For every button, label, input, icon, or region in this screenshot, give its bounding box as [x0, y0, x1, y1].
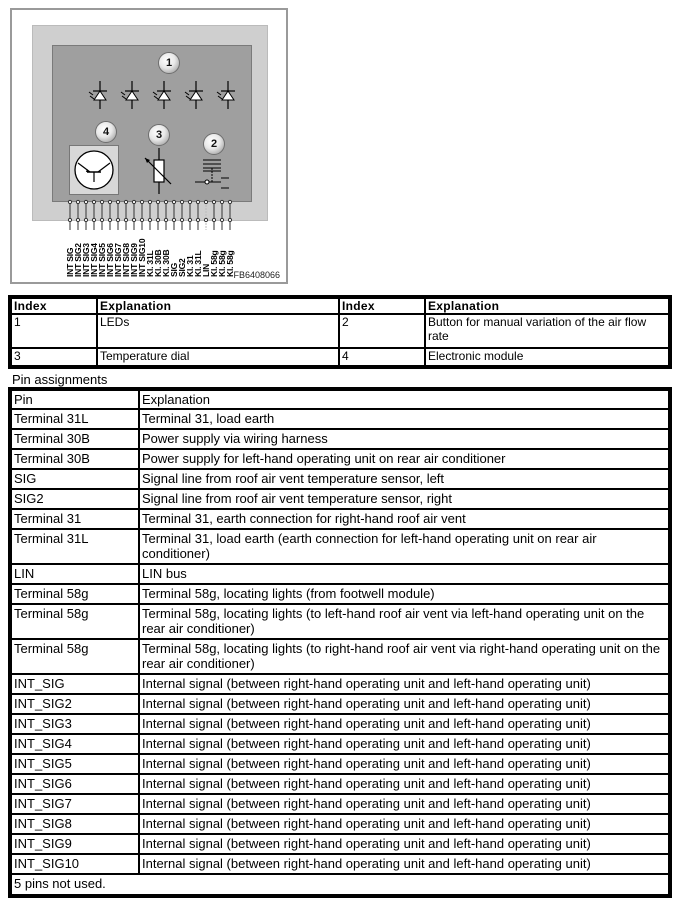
legend-row: [11, 314, 669, 348]
pin-explanation: Power supply via wiring harness: [139, 429, 669, 449]
table-row: [11, 469, 669, 489]
pin-name: Terminal 31: [11, 509, 139, 529]
table-row: [11, 714, 669, 734]
pin-explanation: Terminal 58g, locating lights (to left-hand roof air vent via left-hand operating unit on the rear air conditioner): [139, 604, 669, 639]
pin-label: Kl. 58g: [225, 250, 235, 277]
pin-label: INT SIG6: [105, 243, 115, 277]
pin-label: Kl. 30B: [161, 249, 171, 277]
pin-explanation: Terminal 31, earth connection for right-hand roof air vent: [139, 509, 669, 529]
table-row: [11, 584, 669, 604]
connector-pins: [12, 10, 290, 240]
pin-label: Kl. 31: [185, 255, 195, 277]
pin-name: Terminal 58g: [11, 584, 139, 604]
pin-explanation: Internal signal (between right-hand operating unit and left-hand operating unit): [139, 774, 669, 794]
pin-name: Terminal 31L: [11, 409, 139, 429]
pin-name: LIN: [11, 564, 139, 584]
pin-name: INT_SIG8: [11, 814, 139, 834]
legend-index: 1: [11, 314, 97, 348]
legend-explanation: Electronic module: [425, 348, 669, 366]
pin-explanation: Internal signal (between right-hand operating unit and left-hand operating unit): [139, 814, 669, 834]
pin-name: INT_SIG5: [11, 754, 139, 774]
pin-name: Terminal 58g: [11, 604, 139, 639]
legend-explanation: LEDs: [97, 314, 339, 348]
pin-label: Kl. 58g: [217, 250, 227, 277]
pin-label: INT SIG5: [97, 243, 107, 277]
pin-name: INT_SIG2: [11, 694, 139, 714]
pin-explanation: Power supply for left-hand operating unit on rear air conditioner: [139, 449, 669, 469]
pins-header-row: [11, 390, 669, 409]
pin-name: SIG2: [11, 489, 139, 509]
pin-explanation: Internal signal (between right-hand operating unit and left-hand operating unit): [139, 854, 669, 874]
callout-2-icon: 2: [203, 133, 225, 155]
pin-explanation: Internal signal (between right-hand operating unit and left-hand operating unit): [139, 714, 669, 734]
legend-header-row: [11, 298, 669, 314]
legend-explanation: Temperature dial: [97, 348, 339, 366]
pin-label: Kl. 31L: [145, 250, 155, 277]
pin-explanation: Signal line from roof air vent temperature sensor, left: [139, 469, 669, 489]
table-row: [11, 794, 669, 814]
pin-name: INT_SIG10: [11, 854, 139, 874]
pin-label: SIG2: [177, 258, 187, 277]
pin-explanation: Internal signal (between right-hand operating unit and left-hand operating unit): [139, 834, 669, 854]
pin-explanation: LIN bus: [139, 564, 669, 584]
legend-index: 4: [339, 348, 425, 366]
table-row: [11, 509, 669, 529]
pin-explanation: Internal signal (between right-hand operating unit and left-hand operating unit): [139, 754, 669, 774]
pin-label: INT SIG3: [81, 243, 91, 277]
wiring-diagram-figure: [10, 8, 288, 284]
legend-row: [11, 348, 669, 366]
pin-label: SIG: [169, 262, 179, 277]
pin-label: INT SIG: [65, 247, 75, 277]
table-row: [11, 694, 669, 714]
table-footer-row: [11, 874, 669, 895]
callout-4-icon: 4: [95, 121, 117, 143]
table-row: [11, 814, 669, 834]
pin-name: Terminal 30B: [11, 449, 139, 469]
pin-explanation: Terminal 31, load earth: [139, 409, 669, 429]
pin-name: INT_SIG9: [11, 834, 139, 854]
column-header: Index: [11, 298, 97, 314]
pin-explanation: Internal signal (between right-hand operating unit and left-hand operating unit): [139, 674, 669, 694]
table-row: [11, 604, 669, 639]
pin-label: INT SIG7: [113, 243, 123, 277]
pin-name: SIG: [11, 469, 139, 489]
pin-explanation: Internal signal (between right-hand operating unit and left-hand operating unit): [139, 734, 669, 754]
pin-explanation: Terminal 58g, locating lights (to right-hand roof air vent via right-hand operating unit on the rear air conditioner): [139, 639, 669, 674]
table-row: [11, 529, 669, 564]
pin-assignments-table: [10, 389, 670, 896]
pin-name: Terminal 31L: [11, 529, 139, 564]
legend-index: 2: [339, 314, 425, 348]
pin-label: INT SIG9: [129, 243, 139, 277]
table-row: [11, 854, 669, 874]
column-header: Explanation: [97, 298, 339, 314]
column-header: Explanation: [139, 390, 669, 409]
pin-name: Terminal 58g: [11, 639, 139, 674]
table-row: [11, 639, 669, 674]
column-header: Index: [339, 298, 425, 314]
pin-label: Kl. 31L: [193, 250, 203, 277]
table-row: [11, 834, 669, 854]
table-row: [11, 449, 669, 469]
legend-table: [10, 297, 670, 367]
callout-3-icon: 3: [148, 124, 170, 146]
pin-label: INT SIG8: [121, 243, 131, 277]
legend-index: 3: [11, 348, 97, 366]
column-header: Explanation: [425, 298, 669, 314]
pin-explanation: Internal signal (between right-hand operating unit and left-hand operating unit): [139, 794, 669, 814]
pin-label: Kl. 58g: [209, 250, 219, 277]
pin-name: INT_SIG6: [11, 774, 139, 794]
table-row: [11, 754, 669, 774]
pin-label: Kl. 30B: [153, 249, 163, 277]
column-header: Pin: [11, 390, 139, 409]
table-row: [11, 674, 669, 694]
table-row: [11, 734, 669, 754]
pin-name: INT_SIG3: [11, 714, 139, 734]
figure-code: FB6408066: [233, 270, 280, 280]
pin-label: INT SIG2: [73, 243, 83, 277]
pin-assignments-caption: Pin assignments: [12, 372, 108, 387]
pin-explanation: Terminal 31, load earth (earth connection for left-hand operating unit on rear air conditioner): [139, 529, 669, 564]
table-row: [11, 774, 669, 794]
callout-1-icon: 1: [158, 52, 180, 74]
pin-name: INT_SIG4: [11, 734, 139, 754]
pin-name: INT_SIG: [11, 674, 139, 694]
table-row: [11, 489, 669, 509]
legend-explanation: Button for manual variation of the air flow rate: [425, 314, 669, 348]
pin-explanation: Signal line from roof air vent temperature sensor, right: [139, 489, 669, 509]
unused-pins-note: 5 pins not used.: [11, 874, 669, 895]
pin-explanation: Terminal 58g, locating lights (from footwell module): [139, 584, 669, 604]
pin-explanation: Internal signal (between right-hand operating unit and left-hand operating unit): [139, 694, 669, 714]
table-row: [11, 429, 669, 449]
pin-label: INT SIG4: [89, 243, 99, 277]
pin-name: Terminal 30B: [11, 429, 139, 449]
table-row: [11, 409, 669, 429]
pin-label: INT SIG10: [137, 238, 147, 277]
pin-name: INT_SIG7: [11, 794, 139, 814]
table-row: [11, 564, 669, 584]
pin-label: LIN: [201, 263, 211, 277]
